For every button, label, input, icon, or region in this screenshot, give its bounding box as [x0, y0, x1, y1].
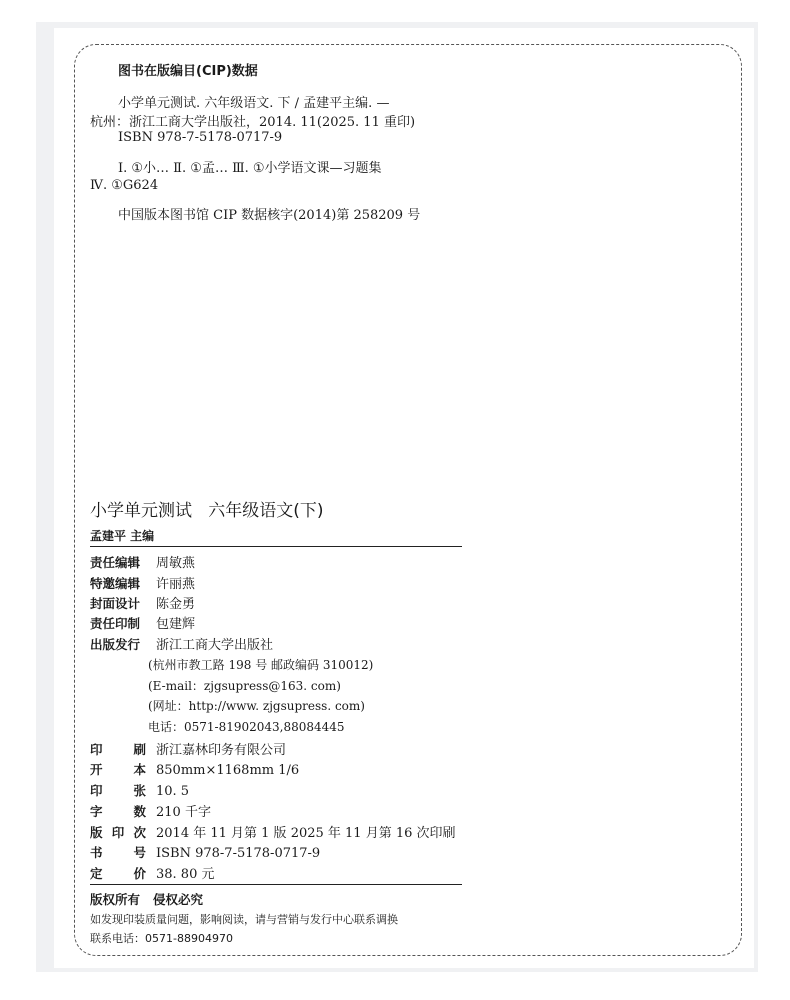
publisher-website: (网址：http://www. zjgsupress. com)	[148, 699, 365, 713]
credit-label: 责任编辑	[90, 555, 141, 570]
quality-note: 如发现印装质量问题，影响阅读，请与营销与发行中心联系调换	[90, 913, 398, 926]
copyright-notice: 版权所有 侵权必究	[90, 892, 204, 907]
divider-bottom	[90, 884, 462, 885]
spec-row	[90, 801, 211, 821]
spec-label: 定价	[90, 866, 146, 881]
credit-row	[90, 613, 195, 633]
cip-line-1: 小学单元测试. 六年级语文. 下 / 孟建平主编. —	[118, 96, 390, 111]
credit-value: 许丽燕	[156, 577, 196, 592]
spec-row	[90, 843, 320, 863]
divider-top	[90, 546, 462, 547]
credit-value: 包建辉	[156, 617, 196, 632]
spec-value: 38. 80 元	[156, 867, 215, 882]
credit-label: 封面设计	[90, 596, 141, 611]
credit-label: 出版发行	[90, 637, 141, 652]
spec-value: ISBN 978-7-5178-0717-9	[156, 846, 321, 861]
publisher-phone: 电话：0571-81902043,88084445	[148, 720, 345, 734]
chief-editor: 孟建平 主编	[90, 529, 155, 543]
spec-row	[90, 739, 286, 759]
cip-line-3: ISBN 978-7-5178-0717-9	[118, 130, 283, 145]
spec-label: 印张	[90, 783, 146, 798]
cip-line-4: Ⅰ. ①小… Ⅱ. ①孟… Ⅲ. ①小学语文课—习题集	[118, 161, 382, 176]
spec-value: 10. 5	[156, 784, 190, 799]
spec-value: 浙江嘉林印务有限公司	[156, 743, 287, 758]
credit-row	[90, 573, 195, 593]
credit-label: 特邀编辑	[90, 576, 141, 591]
credit-label: 责任印制	[90, 616, 141, 631]
credit-row	[90, 552, 195, 572]
spec-row	[90, 781, 189, 801]
credit-row	[90, 634, 273, 654]
publisher-address: (杭州市教工路 198 号 邮政编码 310012)	[148, 658, 374, 672]
credit-value: 陈金勇	[156, 597, 196, 612]
spec-label: 印刷	[90, 742, 146, 757]
book-title: 小学单元测试 六年级语文(下)	[90, 501, 324, 521]
credit-row	[90, 593, 195, 613]
spec-label: 开本	[90, 762, 146, 777]
spec-row	[90, 822, 456, 842]
contact-phone: 联系电话：0571-88904970	[90, 932, 233, 945]
cip-line-2: 杭州：浙江工商大学出版社，2014. 11(2025. 11 重印)	[90, 115, 416, 130]
spec-row	[90, 863, 214, 883]
spec-value: 2014 年 11 月第 1 版 2025 年 11 月第 16 次印刷	[156, 826, 456, 841]
cip-line-5: Ⅳ. ①G624	[90, 178, 159, 193]
publisher-email: (E-mail：zjgsupress@163. com)	[148, 679, 341, 693]
spec-label: 书号	[90, 845, 146, 860]
credit-value: 浙江工商大学出版社	[156, 638, 274, 653]
cip-heading: 图书在版编目(CIP)数据	[118, 64, 258, 79]
spec-value: 850mm×1168mm 1/6	[156, 763, 300, 778]
spec-row	[90, 760, 299, 780]
spec-label: 字数	[90, 804, 146, 819]
cip-line-6: 中国版本图书馆 CIP 数据核字(2014)第 258209 号	[118, 208, 421, 223]
spec-label: 版印次	[90, 825, 146, 840]
credit-value: 周敏燕	[156, 556, 196, 571]
spec-value: 210 千字	[156, 805, 211, 820]
